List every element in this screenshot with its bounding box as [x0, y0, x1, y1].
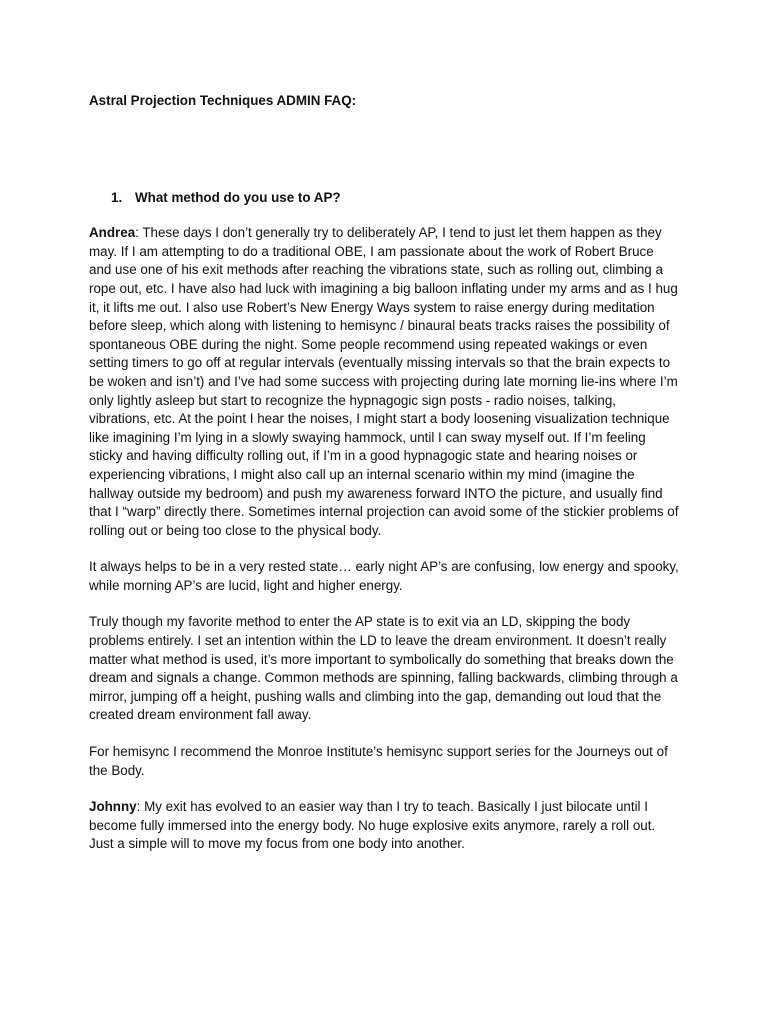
speaker-separator: : [136, 799, 145, 815]
speaker-name-johnny: Johnny [89, 799, 137, 815]
paragraph-ld-exit: Truly though my favorite method to enter the AP state is to exit via an LD, skipping the body problems entirely. I set an intention within the LD to leave the dream environment. It doesn’t really matter what method is used, it’s more important to symbolically do something that breaks down the dream and signals a change. Common methods are spinning, falling backwards, climbing through a mirror, jumping off a height, pushing walls and climbing into the gap, demanding out loud that the created dream environment fall away. [89, 614, 678, 723]
answer-johnny [89, 798, 679, 854]
answer-andrea [89, 224, 679, 540]
document-page [89, 92, 679, 854]
question-text: What method do you use to AP? [135, 189, 341, 205]
paragraph-rested-state: It always helps to be in a very rested state… early night AP’s are confusing, low energy and spooky, while morning AP’s are lucid, light and higher energy. [89, 559, 679, 593]
speaker-name-andrea: Andrea [89, 225, 136, 241]
answer-text-andrea: These days I don’t generally try to deliberately AP, I tend to just let them happen as they may. If I am attempting to do a traditional OBE, I am passionate about the work of Robert Bruce and use one of his exit methods after reaching the vibrations state, such as rolling out, climbing a rope out, etc. I have also had luck with imagining a big balloon inflating under my arms and as I hug it, it lifts me out. I also use Robert’s New Energy Ways system to raise energy during meditation before sleep, which along with listening to hemisync / binaural beats tracks raises the possibility of spontaneous OBE during the night. Some people recommend using repeated wakings or even setting timers to go off at regular intervals (eventually missing intervals so that the brain expects to be woken and isn’t) and I’ve had some success with projecting during late morning lie-ins where I’m only lightly asleep but start to recognize the hypnagogic sign posts - radio noises, talking, vibrations, etc. At the point I hear the noises, I might start a body loosening visualization technique like imagining I’m lying in a slowly swaying hammock, until I can sway myself out. If I’m feeling sticky and having difficulty rolling out, if I’m in a good hypnagogic state and hearing noises or experiencing vibrations, I might also call up an internal scenario within my mind (imagine the hallway outside my bedroom) and push my awareness forward INTO the picture, and usually find that I “warp” directly there. Sometimes internal projection can avoid some of the stickier problems of rolling out or being too close to the physical body. [89, 225, 679, 538]
document-title: Astral Projection Techniques ADMIN FAQ: [89, 93, 357, 108]
answer-text-johnny: My exit has evolved to an easier way than I try to teach. Basically I just bilocate until I become fully immersed into the energy body. No huge explosive exits anymore, rarely a roll out. Just a simple will to move my focus from one body into another. [89, 799, 656, 852]
paragraph-hemisync: For hemisync I recommend the Monroe Institute’s hemisync support series for the Journeys out of the Body. [89, 744, 668, 778]
faq-question-1 [89, 189, 679, 208]
question-number: 1. [111, 189, 123, 205]
speaker-separator: : [135, 225, 143, 241]
